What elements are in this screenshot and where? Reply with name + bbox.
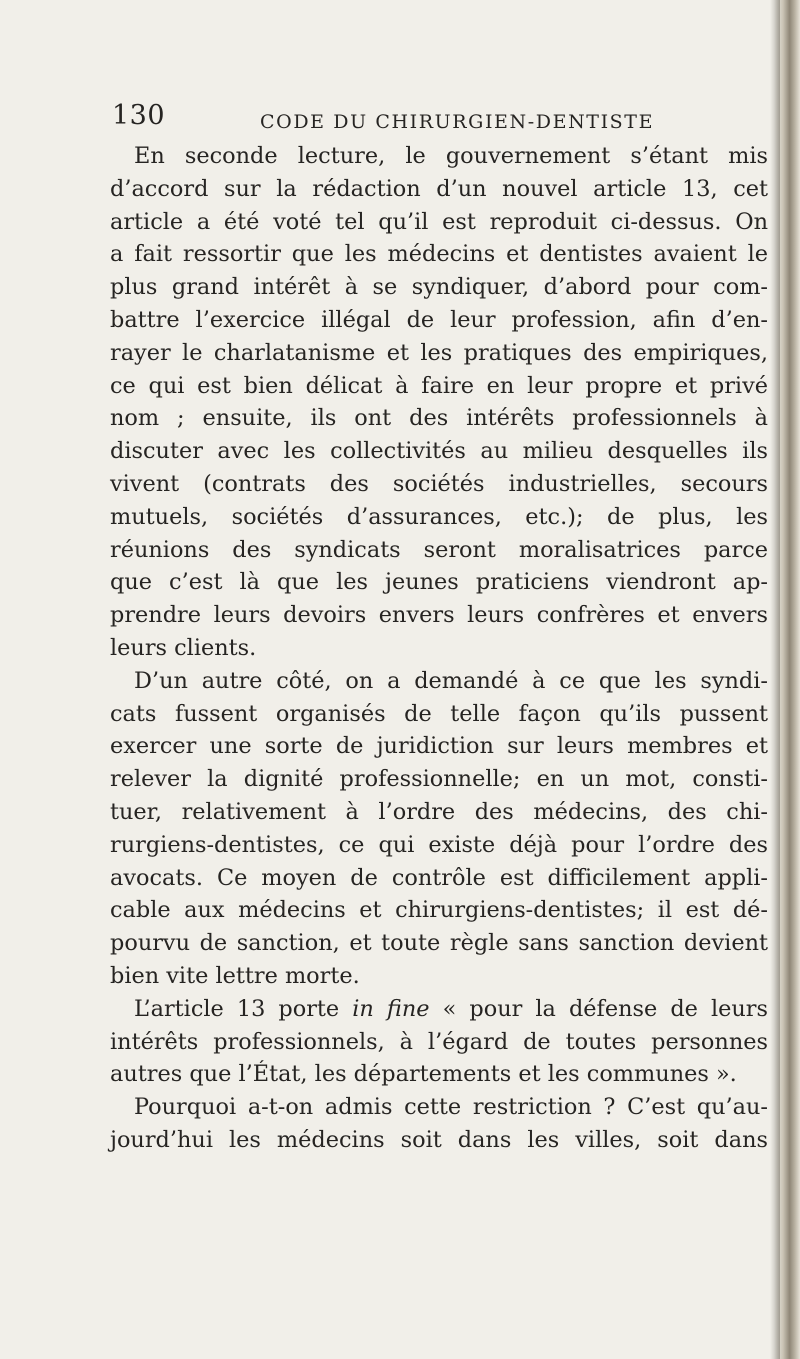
text-line: ce qui est bien délicat à faire en leur propre et privé [110, 372, 768, 399]
paragraph-1 [110, 140, 768, 665]
text-line: autres que l’État, les départements et les communes ». [110, 1061, 737, 1088]
text-line: cable aux médecins et chirurgiens-dentistes; il est dé- [110, 897, 768, 924]
running-title: CODE DU CHIRURGIEN-DENTISTE [260, 111, 655, 133]
text-line: intérêts professionnels, à l’égard de toutes personnes [110, 1028, 768, 1055]
text-line: prendre leurs devoirs envers leurs confrères et envers [110, 602, 768, 629]
text-line: jourd’hui les médecins soit dans les villes, soit dans [110, 1126, 768, 1153]
text-line: vivent (contrats des sociétés industrielles, secours [110, 470, 768, 497]
text-segment: « pour la défense de leurs [429, 995, 769, 1022]
text-line: En seconde lecture, le gouvernement s’étant mis [134, 143, 768, 169]
text-line: pourvu de sanction, et toute règle sans sanction devient [110, 930, 768, 957]
text-line: Pourquoi a-t-on admis cette restriction ? C’est qu’au- [134, 1094, 768, 1121]
paragraph-4 [110, 1091, 768, 1157]
text-line: réunions des syndicats seront moralisatrices parce [110, 536, 768, 563]
text-line: a fait ressortir que les médecins et dentistes avaient le [110, 241, 768, 268]
page-header [112, 100, 772, 140]
text-line: rayer le charlatanisme et les pratiques des empiriques, [110, 339, 768, 366]
text-line: nom ; ensuite, ils ont des intérêts professionnels à [110, 405, 768, 432]
paragraph-2 [110, 665, 768, 993]
text-line: rurgiens-dentistes, ce qui existe déjà pour l’ordre des [110, 831, 768, 858]
text-line [110, 993, 768, 1026]
body-text [110, 140, 768, 1157]
text-line: tuer, relativement à l’ordre des médecins, des chi- [110, 798, 768, 825]
text-line: leurs clients. [110, 634, 257, 661]
text-line: mutuels, sociétés d’assurances, etc.); de plus, les [110, 503, 768, 530]
text-line: avocats. Ce moyen de contrôle est difficilement appli- [110, 864, 768, 891]
text-line: battre l’exercice illégal de leur profession, afin d’en- [110, 306, 768, 333]
text-line: relever la dignité professionnelle; en un mot, consti- [110, 766, 768, 793]
page-number: 130 [112, 100, 166, 131]
text-line: bien vite lettre morte. [110, 962, 360, 989]
text-line: discuter avec les collectivités au milieu desquelles ils [110, 438, 768, 465]
text-line: que c’est là que les jeunes praticiens viendront ap- [110, 569, 768, 596]
page-edge-shadow [770, 0, 780, 1359]
text-line: d’accord sur la rédaction d’un nouvel article 13, cet [110, 175, 768, 202]
text-line: D’un autre côté, on a demandé à ce que les syndi- [134, 667, 768, 694]
italic-phrase: in fine [352, 995, 430, 1022]
text-line: exercer une sorte de juridiction sur leurs membres et [110, 733, 768, 760]
paragraph-3 [110, 993, 768, 1091]
text-line: article a été voté tel qu’il est reproduit ci-dessus. On [110, 208, 768, 235]
text-line: plus grand intérêt à se syndiquer, d’abord pour com- [110, 274, 768, 301]
text-line: cats fussent organisés de telle façon qu’ils pussent [110, 700, 768, 727]
text-segment: L’article 13 porte [134, 995, 353, 1022]
